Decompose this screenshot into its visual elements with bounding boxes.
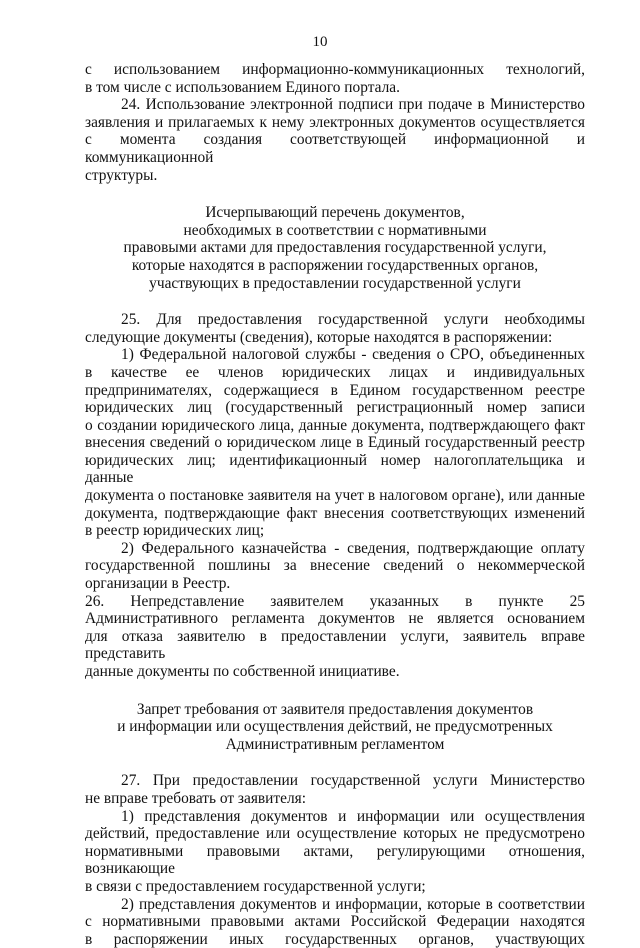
text-line: 24. Использование электронной подписи при подаче в Министерство [121, 96, 585, 114]
section-heading-prohibition [85, 701, 585, 754]
text-line: документа о постановке заявителя на учет в налоговом органе), или данные [85, 487, 585, 505]
text-line: для отказа заявителю в предоставлении услуги, заявитель вправе представить [85, 627, 585, 663]
text-line: 1) Федеральной налоговой службы - сведения о СРО, объединенных [121, 346, 585, 364]
text-line: Административного регламента документов не является основанием [85, 610, 585, 628]
text-line: предпринимателях, содержащиеся в Едином государственном реестре [85, 381, 585, 399]
page-number: 10 [312, 34, 328, 50]
text-line: организации в Реестр. [85, 575, 231, 593]
text-line: в реестр юридических лиц; [85, 522, 265, 540]
text-line: в распоряжении иных государственных органов, участвующих [85, 930, 585, 948]
heading-line: правовыми актами для предоставления государственной услуги, [123, 239, 547, 257]
text-line: в том числе с использованием Единого портала. [85, 78, 400, 96]
heading-line: которые находятся в распоряжении государственных органов, [131, 256, 539, 274]
text-line: заявления и прилагаемых к нему электронных документов осуществляется [85, 113, 585, 131]
text-line: следующие документы (сведения), которые находятся в распоряжении: [85, 328, 553, 346]
text-line: не вправе требовать от заявителя: [85, 789, 307, 807]
text-line: с момента создания соответствующей информационной и коммуникационной [85, 131, 585, 166]
text-line: внесения сведений о юридическом лице в Единый государственный реестр [85, 434, 585, 452]
paragraph-24 [85, 96, 585, 184]
paragraph-26 [85, 593, 585, 681]
text-line: 2) представления документов и информации, которые в соответствии [121, 895, 585, 913]
text-line: структуры. [85, 166, 158, 184]
list-item-27-1 [85, 808, 585, 896]
text-line: с нормативными правовыми актами Российской Федерации находятся [85, 913, 585, 931]
text-line: юридических лиц; идентификационный номер налогоплательщика и данные [85, 451, 585, 487]
text-line: нормативными правовыми актами, регулирующими отношения, возникающие [85, 842, 585, 878]
heading-line: Исчерпывающий перечень документов, [205, 204, 465, 222]
continuation-paragraph [85, 61, 585, 96]
heading-line: Административным регламентом [225, 735, 445, 753]
text-line: данные документы по собственной инициативе. [85, 663, 400, 680]
heading-line: участвующих в предоставлении государственной услуги [149, 274, 521, 292]
text-line: 1) представления документов и информации или осуществления [121, 807, 585, 825]
paragraph-27 [85, 772, 585, 807]
text-line: в связи с предоставлением государственной услуги; [85, 877, 426, 895]
text-line: в качестве ее членов юридических лицах и индивидуальных [85, 363, 585, 381]
paragraph-25 [85, 311, 585, 346]
document-body [85, 61, 585, 948]
list-item-25-2 [85, 540, 585, 593]
text-line: 26. Непредставление заявителем указанных в пункте 25 [85, 592, 585, 610]
text-line: государственной пошлины за внесение сведений о некоммерческой [85, 557, 585, 575]
list-item-27-2 [85, 896, 585, 948]
section-heading-documents-list [85, 204, 585, 292]
text-line: 27. При предоставлении государственной услуги Министерство [121, 772, 585, 790]
text-line: юридических лиц (государственный регистрационный номер записи [85, 399, 585, 417]
list-item-25-1 [85, 346, 585, 540]
text-line: 2) Федерального казначейства - сведения, подтверждающие оплату [121, 539, 585, 557]
text-line: о создании юридического лица, данные документа, подтверждающего факт [85, 416, 585, 434]
heading-line: Запрет требования от заявителя предоставления документов [136, 700, 534, 718]
text-line: с использованием информационно-коммуникационных технологий, [85, 61, 585, 78]
text-line: 25. Для предоставления государственной услуги необходимы [121, 311, 585, 329]
text-line: действий, предоставление или осуществление которых не предусмотрено [85, 825, 585, 843]
heading-line: необходимых в соответствии с нормативными [183, 221, 487, 239]
heading-line: и информации или осуществления действий, не предусмотренных [117, 718, 553, 736]
text-line: документа, подтверждающие факт внесения соответствующих изменений [85, 504, 585, 522]
